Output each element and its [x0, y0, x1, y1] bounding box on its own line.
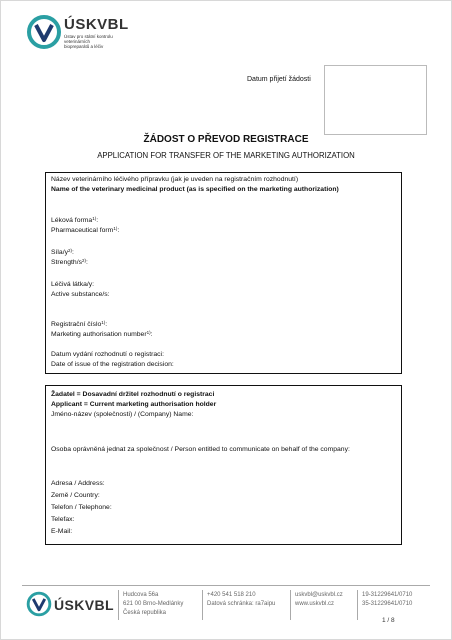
footer-emblem-icon [26, 591, 52, 617]
footer-divider [22, 585, 430, 586]
strength-label-en: Strength/$s^{2)}$: [51, 258, 88, 266]
applicant-section [45, 385, 402, 545]
authorized-person-label: Osoba oprávněná jednat za společnost / Person entitled to communicate on behalf of the company: [51, 446, 350, 453]
footer-website-link[interactable]: www.uskvbl.cz [295, 601, 335, 607]
form-title: ŽÁDOST O PŘEVOD REGISTRACE [143, 134, 309, 145]
pharmaceutical-form-label-cz: Léková forma$^{1)}$: [51, 216, 99, 224]
footer-email-link[interactable]: uskvbl@uskvbl.cz [295, 592, 343, 598]
footer-web [295, 591, 343, 609]
logo-name: ÚSKVBL [64, 16, 129, 33]
date-received-label: Datum přijetí žádosti [247, 76, 311, 83]
footer-address: Hudcova 56a 621 00 Brno-Medlánky Česká republika [123, 592, 184, 616]
page-number: 1 / 8 [382, 617, 395, 624]
registration-number-label-cz: Registrační číslo$^{1)}$: [51, 320, 108, 328]
pharmaceutical-form-label-en: Pharmaceutical form$^{1)}$: [51, 226, 120, 234]
address-label: Adresa / Address: [51, 480, 105, 487]
product-name-label-cz: Název veterinárního léčivého přípravku (jak je uveden na registračním rozhodnutí) [51, 176, 299, 183]
strength-label-cz: Síla/$y^{2)}$: [51, 248, 74, 256]
registration-number-label-en: Marketing authorisation number$^{1)}$: [51, 330, 153, 338]
telefax-label: Telefax: [51, 516, 75, 523]
active-substance-label-cz: Léčivá látka/y: [51, 281, 95, 288]
product-info-section [45, 172, 402, 374]
footer-account-ids: 19-31229641/0710 35-31229641/0710 [362, 592, 413, 607]
product-name-label-en: Name of the veterinary medicinal product (as is specified on the marketing authorization) [51, 186, 339, 193]
date-received-field[interactable] [324, 65, 427, 135]
logo-subtitle: Ústav pro státní kontrolu veterinárních biopreparátů a léčiv [64, 34, 113, 49]
country-label: Země / Country: [51, 492, 100, 499]
email-label: E-Mail: [51, 528, 73, 535]
issue-date-label-cz: Datum vydání rozhodnutí o registraci: [51, 351, 164, 358]
footer-separator [357, 590, 358, 620]
company-name-label: Jméno-název (společnosti) / (Company) Name: [51, 411, 194, 418]
uskvbl-emblem-icon [26, 14, 62, 50]
footer-contact: +420 541 518 210 Datová schránka: ra7aipu [207, 592, 276, 607]
form-subtitle: APPLICATION FOR TRANSFER OF THE MARKETING AUTHORIZATION [97, 151, 355, 160]
footer-logo [26, 591, 116, 621]
applicant-heading-en: Applicant = Current marketing authorisation holder [51, 401, 217, 408]
issue-date-label-en: Date of issue of the registration decision: [51, 361, 174, 368]
footer-separator [290, 590, 291, 620]
active-substance-label-en: Active substance/s: [51, 291, 110, 298]
footer-separator [202, 590, 203, 620]
uskvbl-logo [26, 14, 176, 56]
applicant-heading-cz: Žadatel = Dosavadní držitel rozhodnutí o registraci [51, 391, 215, 398]
footer-separator [118, 590, 119, 620]
telephone-label: Telefon / Telephone: [51, 504, 112, 511]
footer-logo-name: ÚSKVBL [54, 597, 114, 613]
